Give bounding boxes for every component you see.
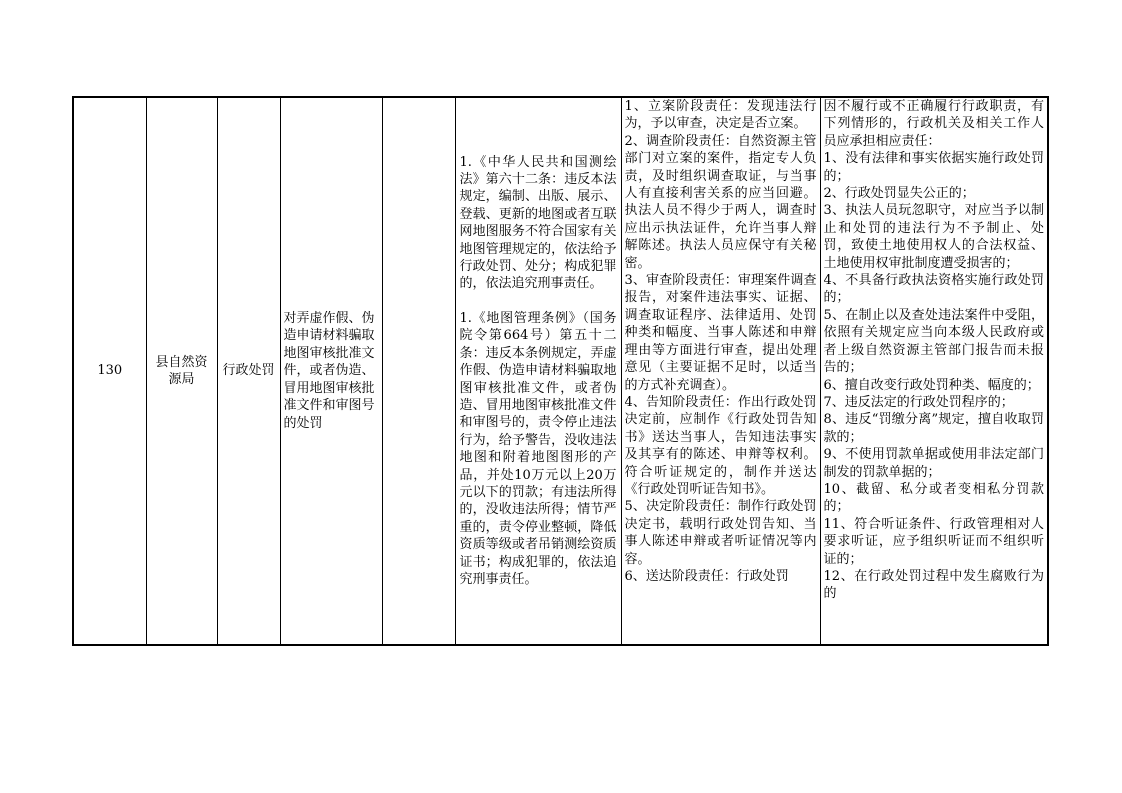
accountability-item: 3、执法人员玩忽职守，对应当予以制止和处罚的违法行为不予制止、处罚，致使土地使用权人的合法权益、土地使用权审批制度遭受损害的；: [823, 203, 1044, 271]
accountability-intro: 因不履行或不正确履行行政职责，有下列情形的，行政机关及相关工作人员应承担相应责任：: [823, 99, 1044, 149]
accountability-item: 8、违反“罚缴分离”规定，擅自收取罚款的；: [823, 412, 1044, 445]
legal-basis-map-regulation: 1.《地图管理条例》（国务院令第664号）第五十二条：违反本条例规定，弄虚作假、伪造申请材料骗取地图审核批准文件，或者伪造、冒用地图审核批准文件和审图号的，责令停止违法行为，给予警告，没收违法地图和附着地图图形的产品，并处10万元以上20万元以下的罚款；有违法所得的，没收违法所得；情节严重的，责令停业整顿，降低资质等级或者吊销测绘资质证书；构成犯罪的，依法追究刑事责任。: [459, 310, 617, 587]
accountability-item: 12、在行政处罚过程中发生腐败行为的: [823, 568, 1044, 602]
sub-item-cell: [382, 97, 455, 645]
legal-basis-surveying-law: 1.《中华人民共和国测绘法》第六十二条：违反本法规定，编制、出版、展示、登载、更新的地图或者互联网地图服务不符合国家有关地图管理规定的，依法给予行政处罚、处分；构成犯罪的，依法追究刑事责任。: [459, 154, 617, 292]
row-number-cell: [73, 97, 146, 645]
responsibility-review: 3、审查阶段责任：审理案件调查报告，对案件违法事实、证据、调查取证程序、法律适用、处罚种类和幅度、当事人陈述和申辩理由等方面进行审查，提出处理意见（主要证据不足时，以适当的方式补充调查）。: [624, 273, 817, 393]
accountability-item: 5、在制止以及查处违法案件中受阻，依照有关规定应当向本级人民政府或者上级自然资源主管部门报告而未报告的；: [823, 307, 1044, 376]
row-number: 130: [97, 363, 123, 379]
accountability-item: 11、符合听证条件、行政管理相对人要求听证，应予组织听证而不组织听证的；: [823, 516, 1044, 567]
responsibility-notification: 4、告知阶段责任：作出行政处罚决定前，应制作《行政处罚告知书》送达当事人，告知违法事实及其享有的陈述、申辩等权利。符合听证规定的，制作并送达《行政处罚听证告知书》。: [624, 394, 817, 497]
accountability-item: 7、违反法定的行政处罚程序的；: [823, 394, 1014, 410]
responsibilities-content: [625, 98, 817, 644]
accountability-content: [824, 98, 1045, 644]
responsibility-delivery: 6、送达阶段责任：行政处罚: [624, 568, 789, 584]
accountability-item: 10、截留、私分或者变相私分罚款的；: [823, 481, 1044, 515]
power-type-cell: [217, 97, 280, 645]
table-row: [73, 97, 1048, 645]
responsibilities-cell: [621, 97, 820, 645]
responsibility-filing: 1、立案阶段责任：发现违法行为，予以审查，决定是否立案。: [624, 99, 817, 132]
accountability-item: 1、没有法律和事实依据实施行政处罚的；: [823, 151, 1044, 184]
responsibility-table: [72, 96, 1049, 646]
item-name-cell: [280, 97, 382, 645]
accountability-item: 9、不使用罚款单据或使用非法定部门制发的罚款单据的；: [823, 447, 1044, 480]
power-type: 行政处罚: [222, 363, 275, 379]
accountability-item: 4、不具备行政执法资格实施行政处罚的；: [823, 273, 1044, 306]
responsibility-decision: 5、决定阶段责任：制作行政处罚决定书，载明行政处罚告知、当事人陈述申辩或者听证情况等内容。: [624, 499, 817, 567]
responsibility-table-container: [72, 96, 1047, 645]
legal-basis-cell: [455, 97, 621, 645]
accountability-item: 6、擅自改变行政处罚种类、幅度的；: [823, 377, 1040, 393]
department-cell: [146, 97, 217, 645]
department-name: 县自然资源局: [155, 354, 208, 387]
responsibility-investigation: 2、调查阶段责任：自然资源主管部门对立案的案件，指定专人负责，及时组织调查取证，与当事人有直接利害关系的应当回避。执法人员不得少于两人，调查时应出示执法证件，允许当事人辩解陈述。执法人员应保守有关秘密。: [624, 133, 817, 271]
item-name: 对弄虚作假、伪造申请材料骗取地图审核批准文件，或者伪造、冒用地图审核批准文件和审图号的处罚: [283, 311, 375, 431]
accountability-cell: [820, 97, 1048, 645]
accountability-item: 2、行政处罚显失公正的；: [823, 186, 975, 202]
